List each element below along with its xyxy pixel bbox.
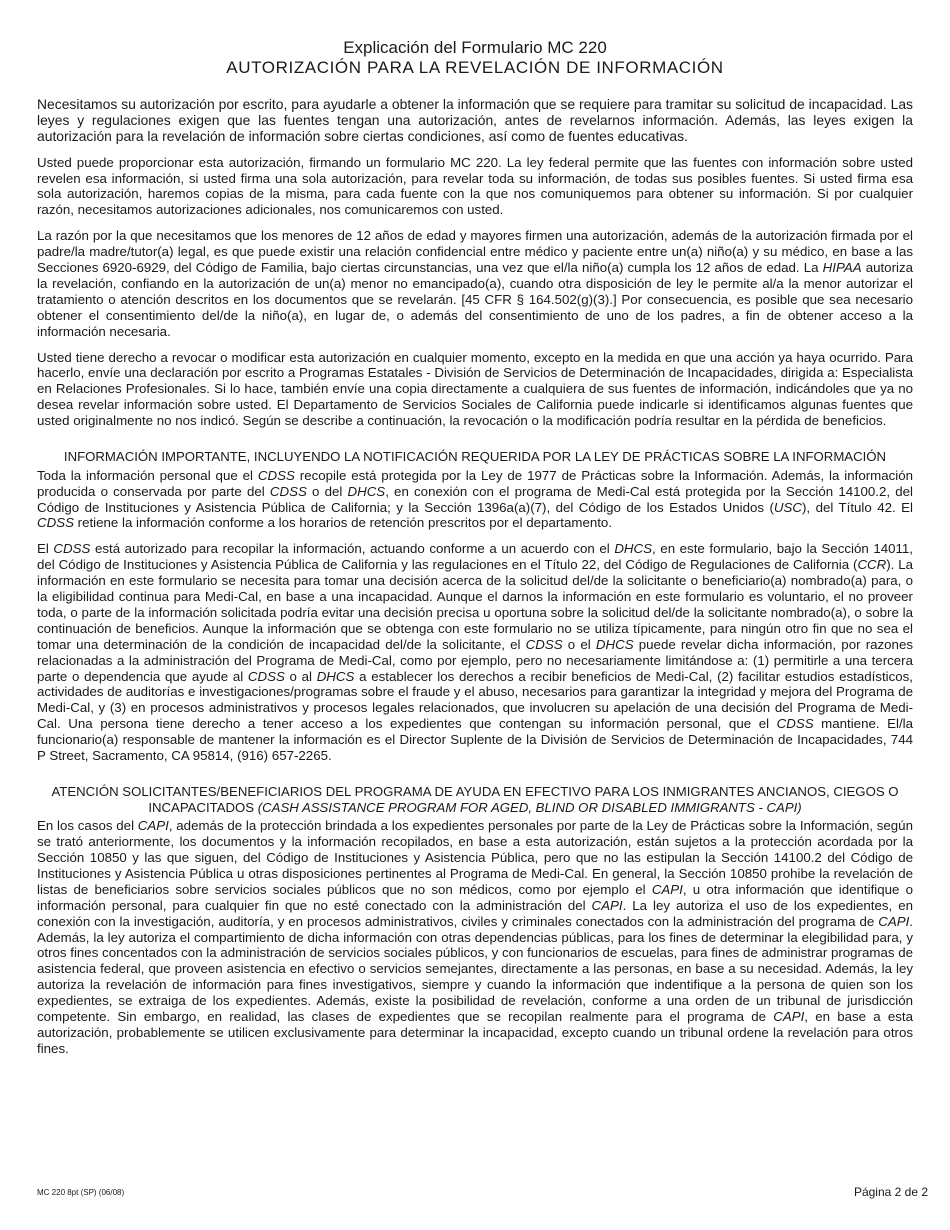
page-number: Página 2 de 2: [853, 1185, 928, 1199]
section-heading-capi: ATENCIÓN SOLICITANTES/BENEFICIARIOS DEL PROGRAMA DE AYUDA EN EFECTIVO PARA LOS INMIGRANTES ANCIANOS, CIEGOS O INCAPACITADOS (CASH ASSISTANCE PROGRAM FOR AGED, BLIND OR DISABLED IMMIGRANTS - CAPI): [51, 784, 899, 815]
privacy-paragraph-2: El CDSS está autorizado para recopilar la información, actuando conforme a un acuerdo con el DHCS, en este formulario, bajo la Sección 14011, del Código de Instituciones y Asistencia Pública de California y las regulaciones en el Título 22, del Código de Regulaciones de California (CCR). La información en este formulario se necesita para tomar una decisión acerca de la solicitud del/de la solicitante o beneficiario(a) nombrado(a) para, o la eligibilidad continua para Medi-Cal, en base a una incapacidad. Aunque el darnos la información en este formulario es voluntario, el no proveer toda, o parte de la información solicitada podría evitar una decisión precisa u oportuna sobre la solicitud del/de la solicitante nombrado(a), o sobre la continuación de beneficios. Aunque la información que se obtenga con este formulario no se utiliza típicamente, para ningún otro fin que no sea el tomar una determinación de la condición de incapacidad del/de la solicitante, el CDSS o el DHCS puede revelar dicha información, por razones relacionadas a la administración del Programa de Medi-Cal, como por ejemplo, pero no necesariamente limitándose a: (1) permitirle a una tercera parte o dependencia que ayude al CDSS o al DHCS a establecer los derechos a recibir beneficios de Medi-Cal, (2) facilitar estudios estadísticos, actividades de auditorías e investigaciones/programas sobre el fraude y el abuso, necesarios para garantizar la integridad y mejora del Programa de Medi-Cal, y (3) en procesos administrativos y procesos legales relacionados, que involucren su apelación de una decisión del Programa de Medi-Cal. Una persona tiene derecho a tener acceso a los expedientes que contengan su información personal, que el CDSS mantiene. El/la funcionario(a) responsable de mantener la información es el Director Suplente de la División de Servicios de Determinación de Incapacidades, 744 P Street, Sacramento, CA 95814, (916) 657-2265.: [37, 541, 914, 764]
privacy-paragraph-1: Toda la información personal que el CDSS recopile está protegida por la Ley de 1977 de Prácticas sobre la Información. Además, la información producida o conservada por parte del CDSS o del DHCS, en conexión con el programa de Medi-Cal está protegida por la Sección 14100.2, del Código de Instituciones y Asistencia Pública de California; y la Sección 1396a(a)(7), del Código de los Estados Unidos (USC), del Título 42. El CDSS retiene la información conforme a los horarios de retención prescritos por el departamento.: [37, 467, 914, 531]
form-code: MC 220 8pt (SP) (06/08): [37, 1188, 125, 1197]
form-title: Explicación del Formulario MC 220: [343, 38, 607, 57]
intro-paragraph-3: La razón por la que necesitamos que los menores de 12 años de edad y mayores firmen una autorización, además de la autorización firmada por el padre/la madre/tutor(a) legal, es que puede existir una relación confidencial entre médico y paciente entre un(a) niño(a) y su médico, en base a las Secciones 6920-6929, del Código de Familia, bajo ciertas circunstancias, una vez que el/la niño(a) cumpla los 12 años de edad. La HIPAA autoriza la revelación, confiando en la autorización de un(a) menor no emancipado(a), cuando otra disposición de ley le permite al/a la menor autorizar el tratamiento o atención descritos en los documentos que se revelarán. [45 CFR § 164.502(g)(3).] Por consecuencia, es posible que sea necesario obtener el consentimiento del/de la niño(a), en lugar de, o además del consentimiento de uno de los padres, a fin de obtener acceso a la información necesaria.: [37, 228, 913, 339]
intro-paragraph-1: Necesitamos su autorización por escrito, para ayudarle a obtener la información que se requiere para tramitar su solicitud de incapacidad. Las leyes y regulaciones exigen que las fuentes tengan una autorización, antes de revelarnos información. Además, las leyes exigen la autorización para la revelación de información sobre ciertas condiciones, así como de fuentes educativas.: [37, 96, 913, 145]
intro-paragraph-2: Usted puede proporcionar esta autorización, firmando un formulario MC 220. La ley federal permite que las fuentes con información sobre usted revelen esa información, si usted firma una sola autorización, para revelar toda su información, de todas sus posibles fuentes. Si usted firma esa sola autorización, haremos copias de la misma, para cada fuente con la que nos comuniquemos para obtener su información. Si por cualquier razón, necesitamos autorizaciones adicionales, nos comunicaremos con usted.: [37, 154, 913, 218]
intro-paragraph-4: Usted tiene derecho a revocar o modificar esta autorización en cualquier momento, excepto en la medida en que una acción ya haya ocurrido. Para hacerlo, envíe una declaración por escrito a Programas Estatales - División de Servicios de Determinación de Incapacidades, dirigida a: Especialista en Relaciones Profesionales. Si lo hace, también envíe una copia directamente a cualquiera de sus fuentes de información, indicándoles que ya no desea revelar información sobre usted. El Departamento de Servicios Sociales de California puede indicarle si identificamos algunas fuentes que usted originalmente no nos indicó. Según se describe a continuación, la revocación o la modificación podría resultar en la pérdida de beneficios.: [37, 349, 913, 429]
capi-paragraph: En los casos del CAPI, además de la protección brindada a los expedientes personales por parte de la Ley de Prácticas sobre la Información, según se trató anteriormente, los documentos y la información recopilados, en base a esta autorización, están sujetos a la protección acordada por la Sección 10850 y las que siguen, del Código de Instituciones y Asistencia Pública, pero que no las estipulan la Sección 14100.2 del Código de Instituciones y Asistencia Pública u otras disposiciones pertinentes al Programa de Medi-Cal. En general, la Sección 10850 prohibe la revelación de listas de beneficiarios sobre servicios sociales públicos que no son médicos, como por ejemplo el CAPI, u otra información que identifique o información personal, para cualquier fin que no esté conectado con la administración del CAPI. La ley autoriza el uso de los expedientes, en conexión con la investigación, auditoría, y en procesos administrativos, civiles y criminales conectados con la administración del programa de CAPI. Además, la ley autoriza el compartimiento de dicha información con otras dependencias públicas, para los fines de determinar la elegibilidad para, y otros fines concentados con la administración de servicios sociales públicos, y con funcionarios de escuelas, para fines de administrar programas de asistencia federal, que proveen asistencia en efectivo o servicios semejantes, directamente a las personas, en base a su necesidad. Además, la ley autoriza la revelación de información para fines investigativos, siempre y cuando la información que indentifique a la persona de quien son los expedientes, se extraiga de los expedientes. Además, existe la posibilidad de revelación, conforme a una orden de un tribunal de jurisdicción competente. Sin embargo, en realidad, las clases de expedientes que se recopilan realmente para el programa de CAPI, en base a esta autorización, probablemente se utilicen exclusivamente para determinar la incapacidad, excepto cuando un tribunal ordene la revelación para otros fines.: [37, 818, 913, 1056]
document-page: [37, 38, 913, 1057]
section-heading-privacy: INFORMACIÓN IMPORTANTE, INCLUYENDO LA NOTIFICACIÓN REQUERIDA POR LA LEY DE PRÁCTICAS SOBRE LA INFORMACIÓN: [63, 449, 887, 465]
form-subtitle: AUTORIZACIÓN PARA LA REVELACIÓN DE INFORMACIÓN: [226, 58, 724, 77]
